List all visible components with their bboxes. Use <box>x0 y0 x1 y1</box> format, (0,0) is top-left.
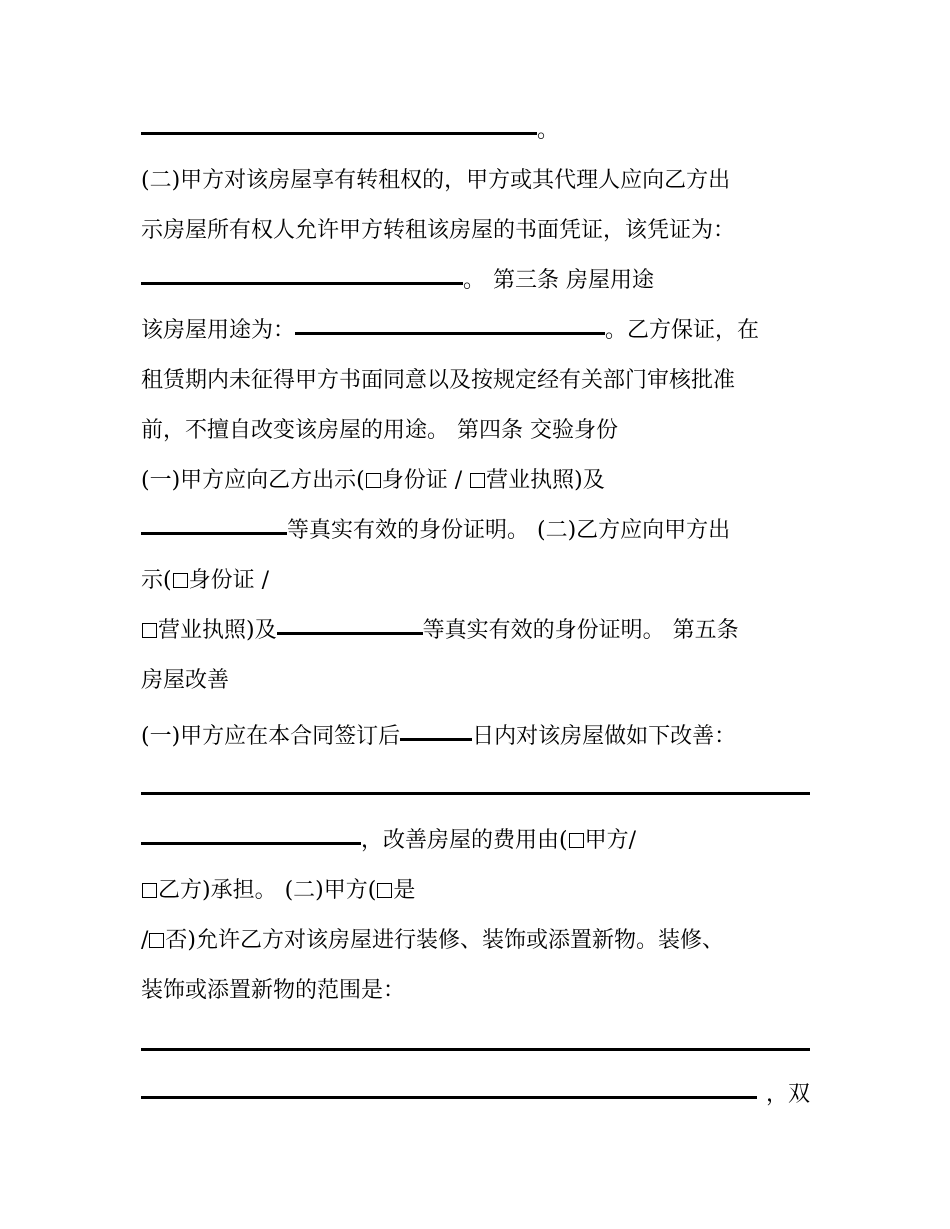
line-text: 乙方)承担。 <box>158 878 277 903</box>
line-text: 营业执照)及 <box>158 618 277 643</box>
checkbox[interactable] <box>142 883 157 898</box>
checkbox[interactable] <box>142 623 157 638</box>
checkbox[interactable] <box>569 833 584 848</box>
line-text: ，改善房屋的费用由( <box>361 828 568 853</box>
line-text: (一)甲方应向乙方出示( <box>141 468 365 493</box>
fill-in-blank[interactable] <box>295 332 605 335</box>
line-text: 否)允许乙方对该房屋进行装修、装饰或添置新物。装修、 <box>165 928 725 953</box>
fill-in-blank[interactable] <box>141 842 361 845</box>
text-line <box>141 206 810 256</box>
text-line <box>141 866 810 916</box>
line-text: 。 <box>537 118 560 143</box>
line-text: 示( <box>141 568 172 593</box>
checkbox[interactable] <box>173 573 188 588</box>
line-text: 等真实有效的身份证明。 <box>287 518 530 543</box>
line-text: 是 <box>393 878 416 903</box>
fill-in-blank[interactable] <box>400 738 472 741</box>
line-text: 装饰或添置新物的范围是： <box>141 978 406 1003</box>
line-text: 。 <box>463 268 486 293</box>
text-line <box>141 1022 810 1072</box>
text-line <box>141 406 810 456</box>
line-text: 示房屋所有权人允许甲方转租该房屋的书面凭证，该凭证为： <box>141 218 736 243</box>
line-text: 等真实有效的身份证明。 <box>422 618 665 643</box>
text-line <box>141 1070 810 1120</box>
checkbox[interactable] <box>366 473 381 488</box>
line-text: ，双 <box>765 1082 810 1107</box>
text-line <box>141 656 810 706</box>
text-line <box>141 556 810 606</box>
text-line <box>141 606 810 656</box>
text-line <box>141 306 810 356</box>
text-line <box>141 712 810 762</box>
text-line <box>141 506 810 556</box>
line-text: (二)乙方应向甲方出 <box>537 518 731 543</box>
text-line <box>141 156 810 206</box>
text-line <box>141 916 810 966</box>
article-heading: 第四条 交验身份 <box>457 418 619 443</box>
line-text: 身份证 / <box>188 568 269 593</box>
line-text: 。乙方保证，在 <box>605 318 760 343</box>
text-line <box>141 816 810 866</box>
fill-in-blank[interactable] <box>141 1096 757 1099</box>
article-heading: 第三条 房屋用途 <box>493 268 655 293</box>
fill-in-blank[interactable] <box>141 792 810 795</box>
checkbox[interactable] <box>149 933 164 948</box>
checkbox[interactable] <box>377 883 392 898</box>
text-line <box>141 766 810 816</box>
text-line <box>141 256 810 306</box>
line-text: 前，不擅自改变该房屋的用途。 <box>141 418 450 443</box>
text-line <box>141 966 810 1016</box>
line-text: 营业执照)及 <box>486 468 605 493</box>
article-heading: 房屋改善 <box>141 668 230 693</box>
line-text: (二)甲方( <box>284 878 377 903</box>
fill-in-blank[interactable] <box>277 632 423 635</box>
line-text: 身份证 / <box>381 468 470 493</box>
line-text: (二)甲方对该房屋享有转租权的，甲方或其代理人应向乙方出 <box>141 168 731 193</box>
line-text: 该房屋用途为： <box>141 318 296 343</box>
article-heading: 第五条 <box>672 618 739 643</box>
line-text: (一)甲方应在本合同签订后 <box>141 724 401 749</box>
fill-in-blank[interactable] <box>141 282 463 285</box>
line-text: / <box>141 928 149 953</box>
line-text: 日内对该房屋做如下改善： <box>472 724 737 749</box>
text-line <box>141 106 810 156</box>
checkbox[interactable] <box>470 473 485 488</box>
line-text: 租赁期内未征得甲方书面同意以及按规定经有关部门审核批准 <box>141 368 736 393</box>
fill-in-blank[interactable] <box>141 132 537 135</box>
text-line <box>141 356 810 406</box>
line-text: 甲方/ <box>584 828 637 853</box>
fill-in-blank[interactable] <box>141 532 287 535</box>
text-line <box>141 456 810 506</box>
fill-in-blank[interactable] <box>141 1048 810 1051</box>
